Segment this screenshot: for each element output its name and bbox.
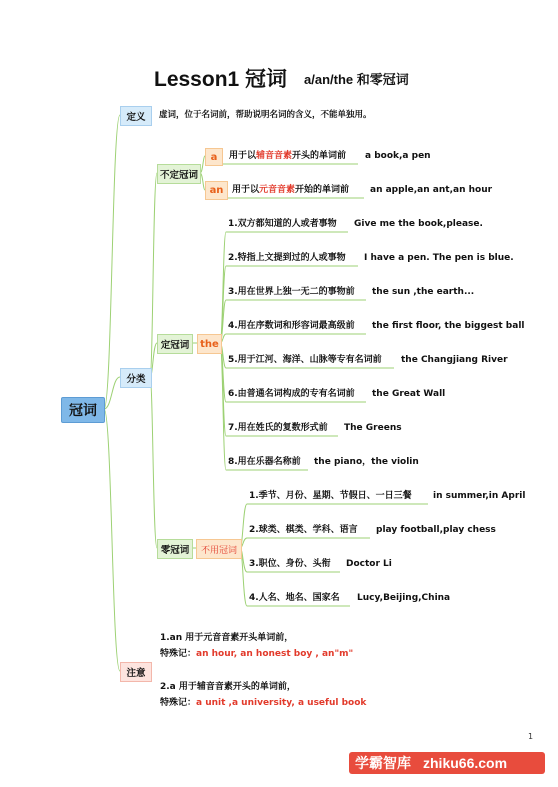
- definite-example-1: Give me the book,please.: [354, 219, 483, 229]
- definite-rule-1: 1.双方都知道的人或者事物: [228, 219, 337, 229]
- root-node: 冠词: [61, 397, 105, 423]
- footer-domain: zhiku66.com: [423, 755, 508, 771]
- article-the-tag: the: [197, 334, 222, 354]
- classification-tag: 分类: [120, 368, 152, 388]
- zero-article-tag: 零冠词: [157, 539, 193, 559]
- definite-rule-8: 8.用在乐器名称前: [228, 457, 301, 467]
- page-number: 1: [528, 732, 534, 741]
- footer-watermark: [349, 752, 545, 774]
- zero-rule-1: 1.季节、月份、星期、节假日、一日三餐: [249, 491, 412, 501]
- note-1-memo: 特殊记：an hour, an honest boy , an"m": [160, 649, 354, 659]
- note-2-memo: 特殊记：a unit ,a university, a useful book: [160, 698, 367, 708]
- zero-example-3: Doctor Li: [346, 559, 392, 569]
- definite-example-3: the sun ,the earth...: [372, 287, 475, 297]
- definite-example-5: the Changjiang River: [401, 355, 508, 365]
- zero-rule-2: 2.球类、棋类、学科、语言: [249, 525, 358, 535]
- definite-example-6: the Great Wall: [372, 389, 446, 399]
- page-subtitle: a/an/the 和零冠词: [304, 72, 409, 87]
- note-2-rule: 2.a 用于辅音音素开头的单词前，: [160, 682, 296, 692]
- definite-rule-2: 2.特指上文提到过的人或事物: [228, 253, 346, 263]
- article-a-example: a book,a pen: [365, 151, 431, 161]
- notes-tag: 注意: [120, 662, 152, 682]
- definite-rule-3: 3.用在世界上独一无二的事物前: [228, 287, 355, 297]
- zero-example-1: in summer,in April: [433, 491, 526, 501]
- definite-example-7: The Greens: [344, 423, 402, 433]
- article-an-tag: an: [205, 181, 228, 200]
- zero-rule-4: 4.人名、地名、国家名: [249, 593, 340, 603]
- article-an-rule: 用于以元音音素开始的单词前: [232, 185, 350, 195]
- definition-tag: 定义: [120, 106, 152, 126]
- page-title: Lesson1 冠词: [154, 68, 288, 91]
- indefinite-article-tag: 不定冠词: [157, 164, 201, 184]
- definite-example-2: I have a pen. The pen is blue.: [364, 253, 514, 263]
- definite-article-tag: 定冠词: [157, 334, 193, 354]
- zero-rule-3: 3.职位、身份、头衔: [249, 559, 331, 569]
- definite-example-8: the piano，the violin: [314, 457, 419, 467]
- definite-rule-4: 4.用在序数词和形容词最高级前: [228, 321, 355, 331]
- article-an-example: an apple,an ant,an hour: [370, 185, 493, 195]
- no-article-tag: 不用冠词: [196, 539, 242, 559]
- footer-brand: 学霸智库: [355, 756, 411, 772]
- definition-text: 虚词，位于名词前，帮助说明名词的含义，不能单独用。: [159, 110, 372, 120]
- definite-example-4: the first floor, the biggest ball: [372, 321, 525, 331]
- definite-rule-6: 6.由普通名词构成的专有名词前: [228, 389, 355, 399]
- article-a-rule: 用于以辅音音素开头的单词前: [229, 151, 347, 161]
- definite-rule-5: 5.用于江河、海洋、山脉等专有名词前: [228, 355, 382, 365]
- article-a-tag: a: [205, 148, 223, 166]
- zero-example-4: Lucy,Beijing,China: [357, 593, 451, 603]
- definite-rule-7: 7.用在姓氏的复数形式前: [228, 423, 328, 433]
- note-1-rule: 1.an 用于元音音素开头单词前，: [160, 633, 294, 643]
- zero-example-2: play football,play chess: [376, 525, 496, 535]
